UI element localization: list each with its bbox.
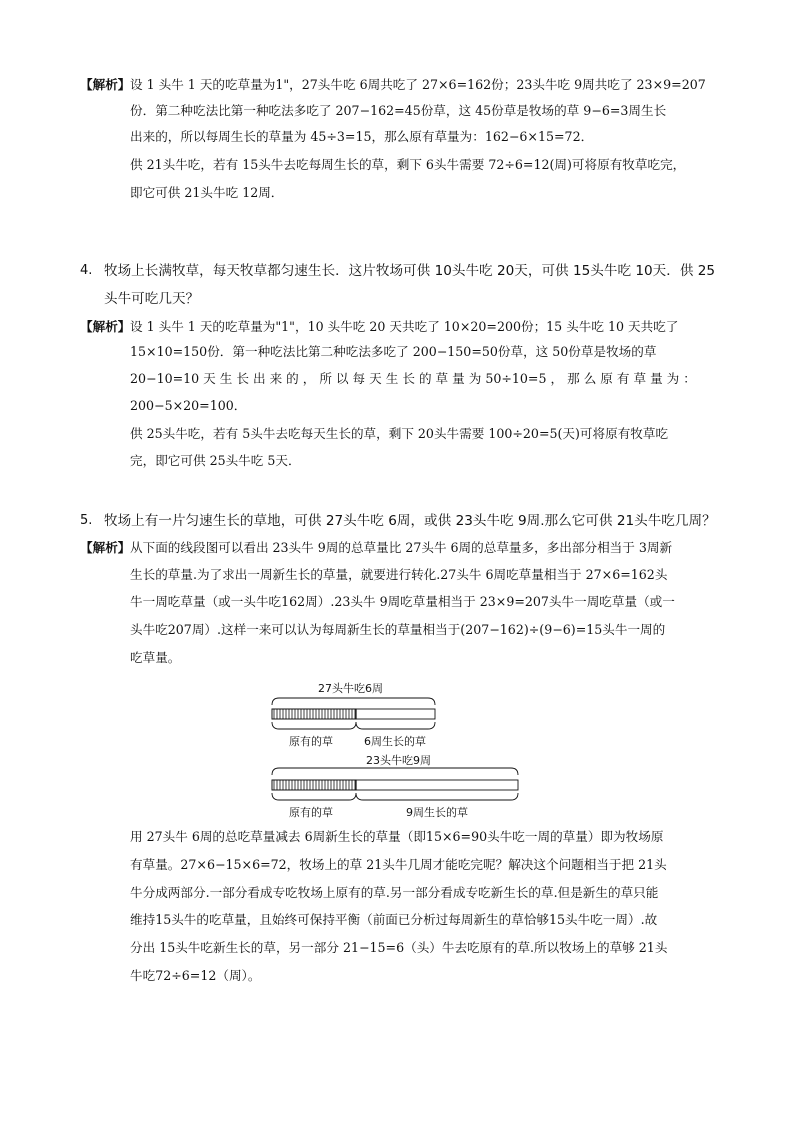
question-text: 牧场上长满牧草，每天牧草都匀速生长．这片牧场可供 10头牛吃 20天，可供 15头牛吃 10天．供 25 <box>104 263 716 279</box>
analysis-line: 出来的，所以每周生长的草量为 45÷3=15，那么原有草量为：162−6×15=72． <box>130 129 594 144</box>
diagram-label-original1: 原有的草 <box>289 735 333 748</box>
analysis-line: 200−5×20=100． <box>130 398 247 413</box>
analysis-line: 分出 15头牛吃新生长的草，另一部分 21−15=6（头）牛去吃原有的草.所以牧场上的草够 21头 <box>130 940 668 955</box>
analysis-line: 设 1 头牛 1 天的吃草量为"1"，10 头牛吃 20 天共吃了 10×20=200份；15 头牛吃 10 天共吃了 <box>130 319 679 334</box>
analysis-line: 牛一周吃草量（或一头牛吃162周）.23头牛 9周吃草量相当于 23×9=207头牛一周吃草量（或一 <box>130 594 675 609</box>
brace-grow-2 <box>356 793 518 800</box>
brace-orig-1 <box>272 722 356 729</box>
diagram-label-top1: 27头牛吃6周 <box>318 682 383 695</box>
analysis-line: 20−10=10 天 生 长 出 来 的 ， 所 以 每 天 生 长 的 草 量 为 50÷10=5 ， 那 么 原 有 草 量 为 ： <box>130 371 696 386</box>
analysis-line: 牛分成两部分.一部分看成专吃牧场上原有的草.另一部分看成专吃新生长的草.但是新生的草只能 <box>130 885 659 900</box>
diagram-label-growth2: 9周生长的草 <box>406 806 468 819</box>
analysis-line: 完，即它可供 25头牛吃 5天． <box>130 453 301 468</box>
question-number: 5. <box>80 513 93 528</box>
analysis-line: 供 25头牛吃，若有 5头牛去吃每天生长的草，剩下 20头牛需要 100÷20=5(天)可将原有牧草吃 <box>130 426 669 441</box>
analysis-line: 牛吃72÷6=12（周）。 <box>130 968 261 983</box>
question-text: 头牛可吃几天？ <box>104 291 200 307</box>
bar-1-original <box>272 709 356 719</box>
brace-orig-2 <box>272 793 356 800</box>
analysis-line: 份．第二种吃法比第一种吃法多吃了 207−162=45份草，这 45份草是牧场的草 9−6=3周生长 <box>130 103 667 118</box>
analysis-line: 吃草量。 <box>130 650 181 665</box>
analysis-line: 用 27头牛 6周的总吃草量减去 6周新生长的草量（即15×6=90头牛吃一周的草量）即为牧场原 <box>130 829 664 844</box>
analysis-line: 维持15头牛的吃草量，且始终可保持平衡（前面已分析过每周新生的草恰够15头牛吃一周）.故 <box>130 912 658 927</box>
analysis-tag: 【解析】 <box>80 77 131 92</box>
brace-top-2 <box>272 768 518 775</box>
analysis-line: 即它可供 21头牛吃 12周． <box>130 185 284 200</box>
question-text: 牧场上有一片匀速生长的草地，可供 27头牛吃 6周，或供 23头牛吃 9周.那么它可供 21头牛吃几周？ <box>104 513 716 529</box>
analysis-line: 头牛吃207周）.这样一来可以认为每周新生长的草量相当于(207−162)÷(9−6)=15头牛一周的 <box>130 622 666 637</box>
analysis-tag: 【解析】 <box>80 540 131 555</box>
diagram-label-top2: 23头牛吃9周 <box>366 754 431 767</box>
brace-grow-1 <box>356 722 435 729</box>
analysis-line: 供 21头牛吃，若有 15头牛去吃每周生长的草，剩下 6头牛需要 72÷6=12(周)可将原有牧草吃完， <box>130 157 686 172</box>
analysis-tag: 【解析】 <box>80 319 131 334</box>
analysis-line: 生长的草量.为了求出一周新生长的草量，就要进行转化.27头牛 6周吃草量相当于 27×6=162头 <box>130 567 668 582</box>
question-number: 4. <box>80 263 93 278</box>
analysis-line: 15×10=150份．第一种吃法比第二种吃法多吃了 200−150=50份草，这 50份草是牧场的草 <box>130 344 657 359</box>
diagram-label-growth1: 6周生长的草 <box>364 735 426 748</box>
analysis-line: 有草量。27×6−15×6=72，牧场上的草 21头牛几周才能吃完呢？解决这个问题相当于把 21头 <box>130 857 667 872</box>
brace-top-1 <box>272 698 435 705</box>
analysis-line: 从下面的线段图可以看出 23头牛 9周的总草量比 27头牛 6周的总草量多，多出部分相当于 3周新 <box>130 540 673 555</box>
bar-2-original <box>272 780 356 790</box>
diagram-label-original2: 原有的草 <box>289 806 333 819</box>
analysis-line: 设 1 头牛 1 天的吃草量为1"，27头牛吃 6周共吃了 27×6=162份；23头牛吃 9周共吃了 23×9=207 <box>130 77 706 92</box>
